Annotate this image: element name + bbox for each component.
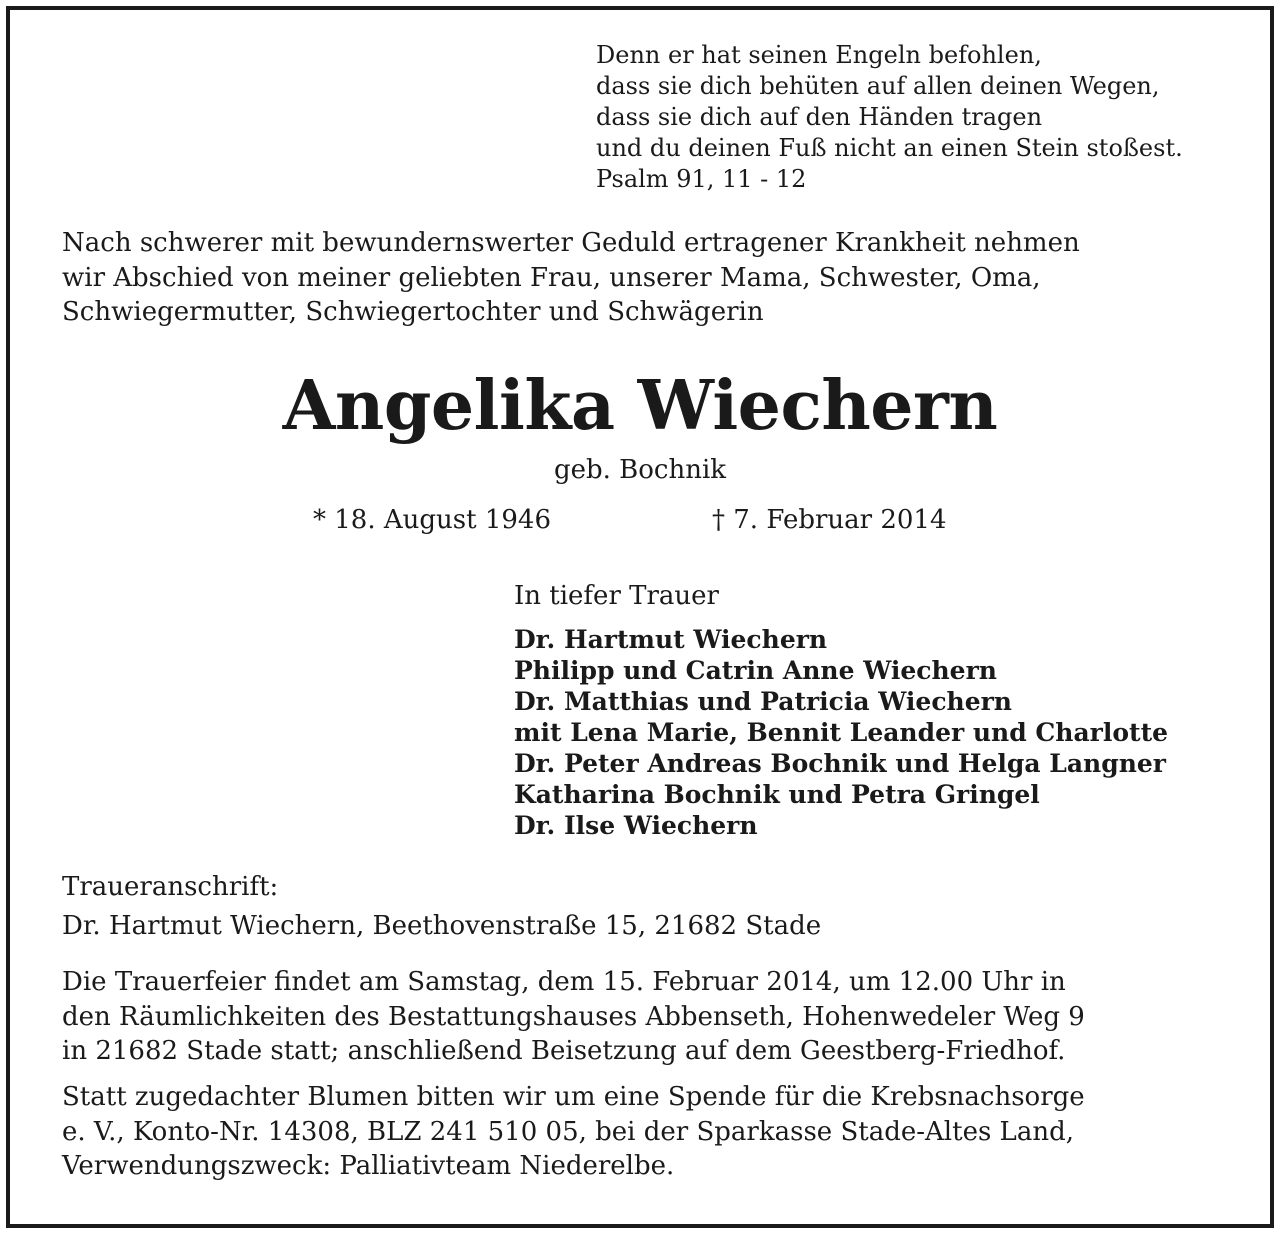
donation-line: e. V., Konto-Nr. 14308, BLZ 241 510 05, bei der Sparkasse Stade-Altes Land,: [62, 1116, 1074, 1147]
psalm-line: Denn er hat seinen Engeln befohlen,: [596, 41, 1042, 69]
mourner-name: Dr. Ilse Wiechern: [514, 811, 758, 840]
mourners-list: [514, 624, 1168, 841]
ceremony-text: [62, 965, 1085, 1069]
psalm-line: dass sie dich auf den Händen tragen: [596, 103, 1043, 131]
mourner-name: Dr. Hartmut Wiechern: [514, 625, 828, 654]
birth-name: geb. Bochnik: [553, 455, 727, 485]
address-value: Dr. Hartmut Wiechern, Beethovenstraße 15, 21682 Stade: [62, 911, 822, 941]
intro-line: Schwiegermutter, Schwiegertochter und Schwägerin: [62, 297, 764, 327]
ceremony-line: in 21682 Stade statt; anschließend Beisetzung auf dem Geestberg-Friedhof.: [62, 1036, 1066, 1066]
ceremony-line: den Räumlichkeiten des Bestattungshauses Abbenseth, Hohenwedeler Weg 9: [62, 1001, 1085, 1032]
mourner-name: Philipp und Catrin Anne Wiechern: [514, 656, 997, 685]
mourner-name: mit Lena Marie, Bennit Leander und Charlotte: [514, 718, 1169, 747]
mourning-heading: In tiefer Trauer: [514, 581, 719, 611]
address-label: Traueranschrift:: [62, 872, 279, 902]
deceased-name: Angelika Wiechern: [282, 366, 998, 446]
ceremony-line: Die Trauerfeier findet am Samstag, dem 15. Februar 2014, um 12.00 Uhr in: [62, 967, 1066, 997]
birth-date: * 18. August 1946: [313, 505, 552, 535]
psalm-line: dass sie dich behüten auf allen deinen Wegen,: [596, 72, 1160, 100]
mourner-name: Dr. Peter Andreas Bochnik und Helga Langner: [514, 749, 1166, 778]
psalm-line: und du deinen Fuß nicht an einen Stein stoßest.: [596, 134, 1183, 162]
intro-text: [62, 226, 1080, 330]
donation-text: [62, 1080, 1085, 1184]
donation-line: Statt zugedachter Blumen bitten wir um eine Spende für die Krebsnachsorge: [62, 1082, 1085, 1112]
death-date: † 7. Februar 2014: [712, 505, 947, 535]
intro-line: Nach schwerer mit bewundernswerter Geduld ertragener Krankheit nehmen: [62, 228, 1080, 258]
mourner-name: Dr. Matthias und Patricia Wiechern: [514, 687, 1012, 716]
psalm-quote: [596, 40, 1183, 195]
mourner-name: Katharina Bochnik und Petra Gringel: [514, 780, 1040, 809]
intro-line: wir Abschied von meiner geliebten Frau, unserer Mama, Schwester, Oma,: [62, 262, 1041, 293]
psalm-reference: Psalm 91, 11 - 12: [596, 165, 807, 193]
donation-line: Verwendungszweck: Palliativteam Niederelbe.: [62, 1151, 675, 1181]
